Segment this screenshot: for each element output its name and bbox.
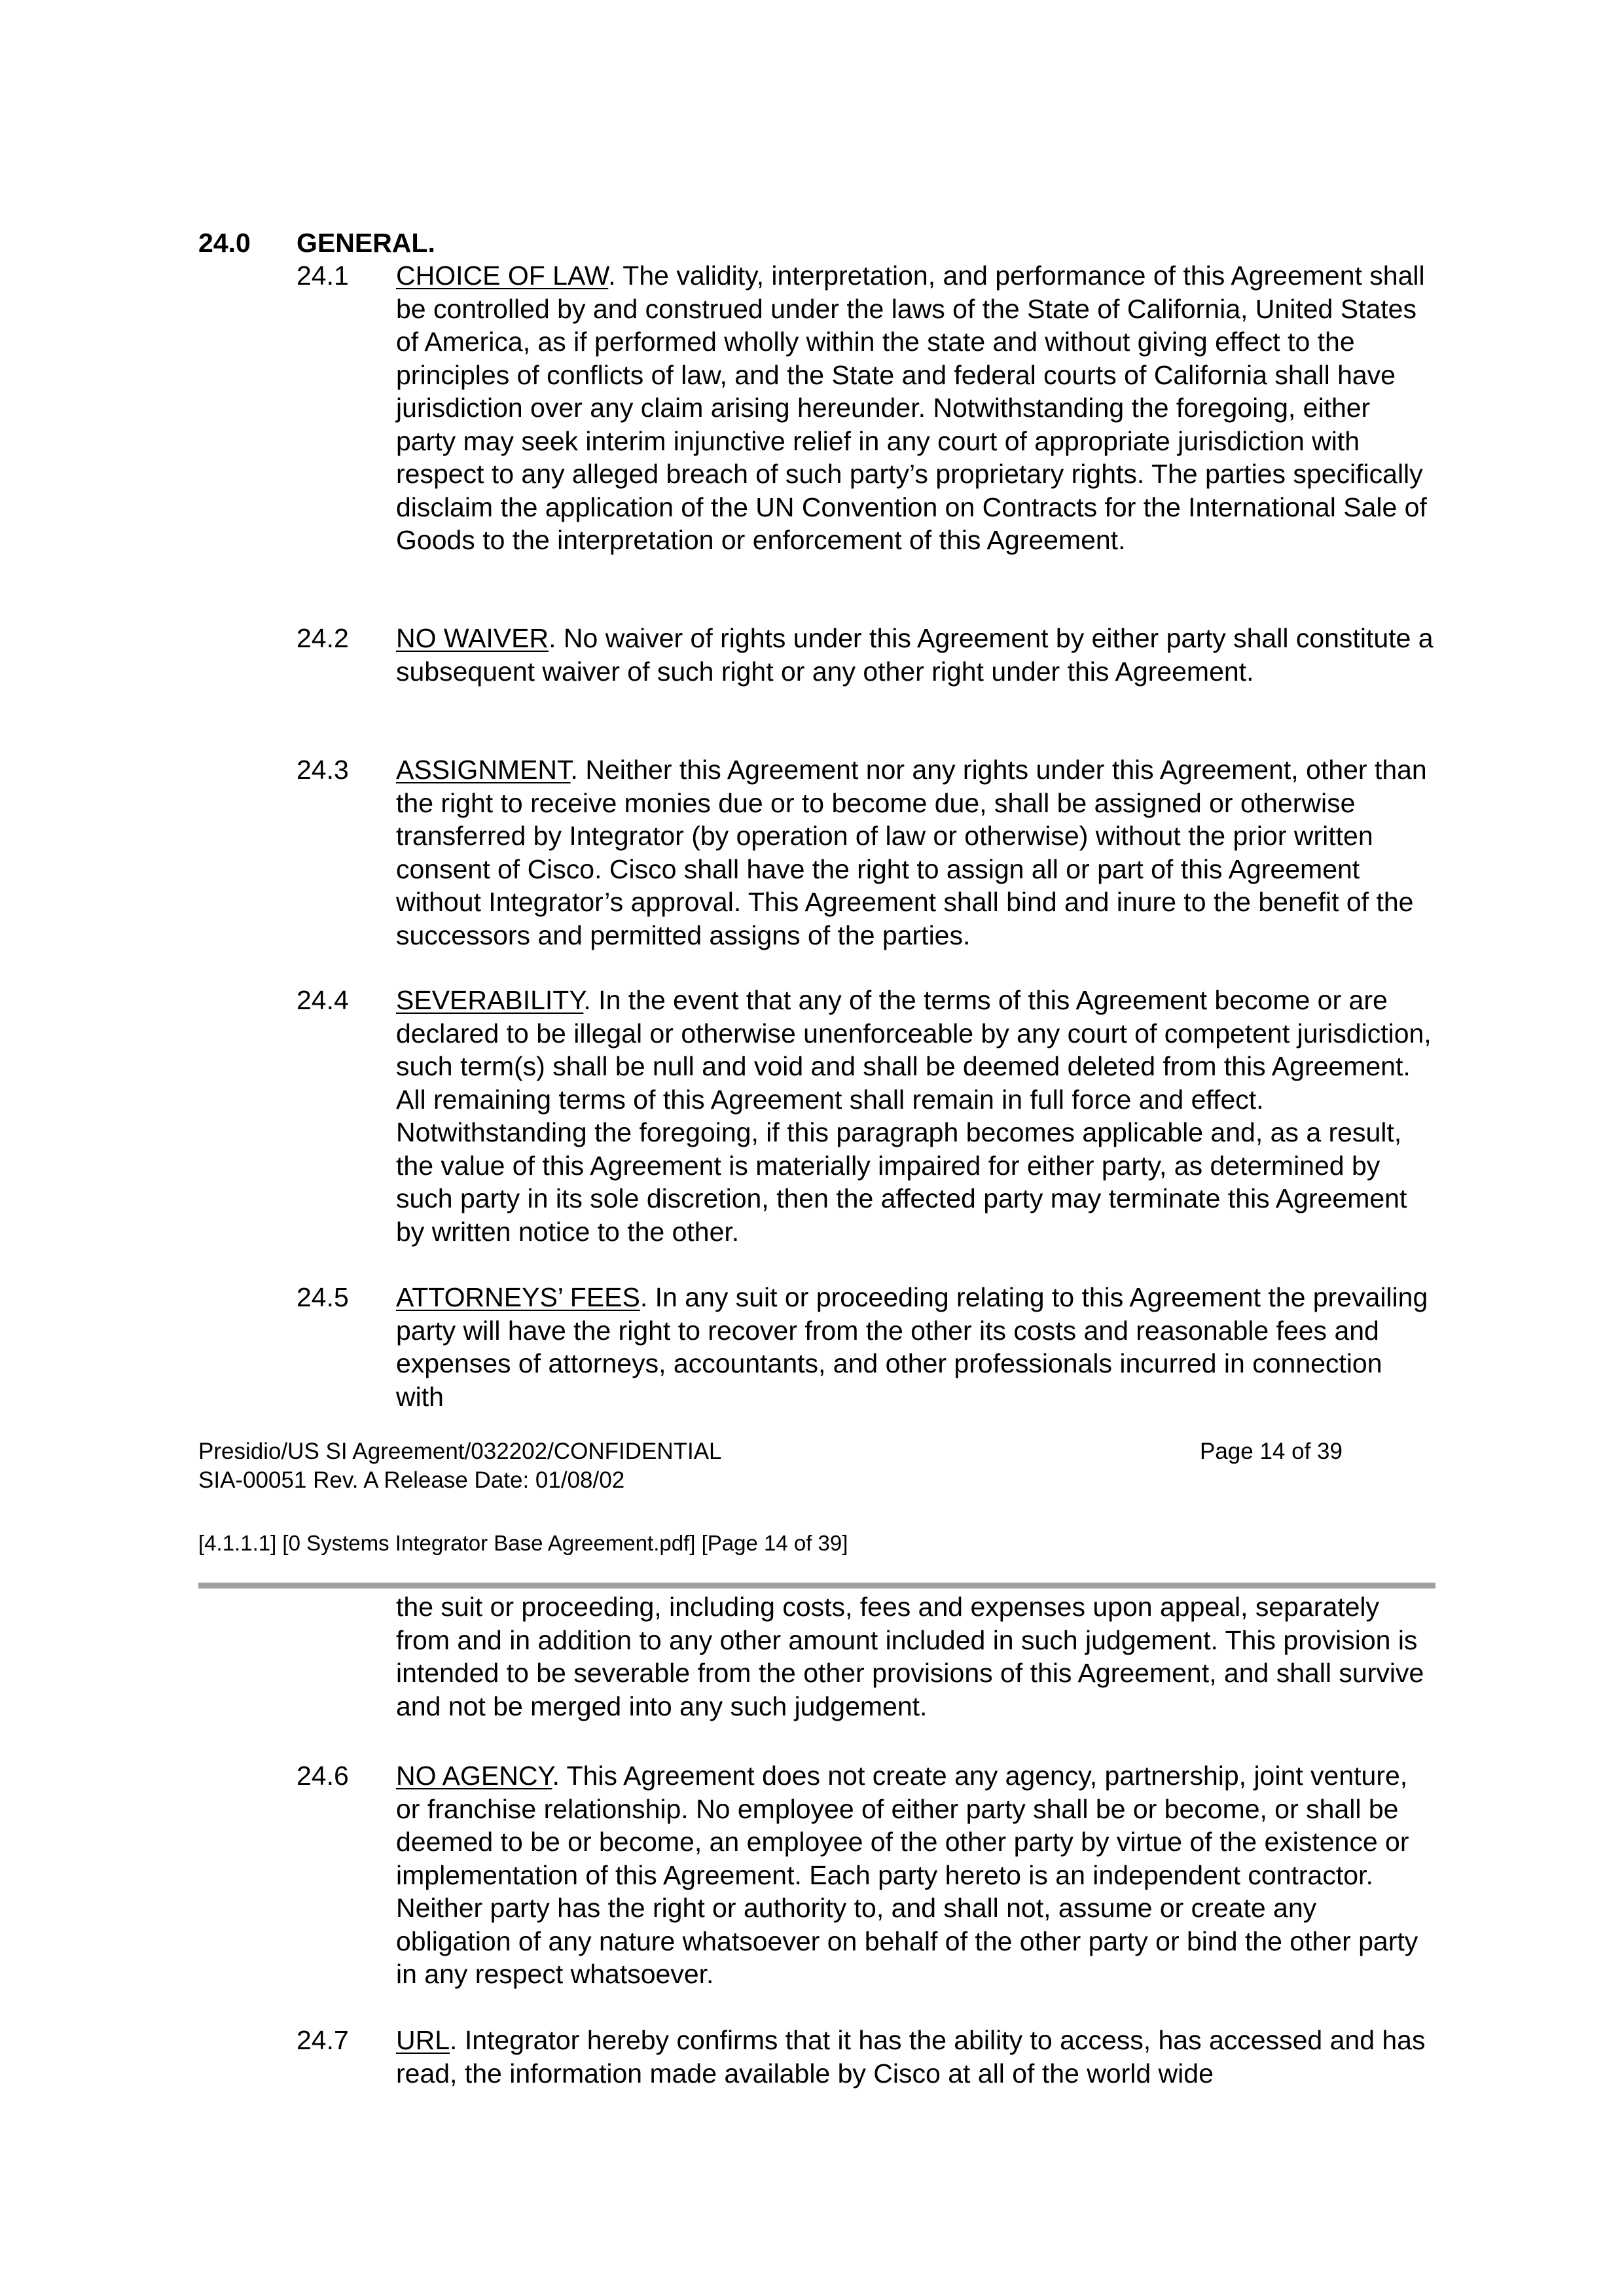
paragraph-number: 24.7 — [297, 2025, 349, 2055]
paragraph-title: SEVERABILITY — [396, 985, 584, 1015]
paragraph-body — [396, 1759, 1437, 1991]
paragraph-number: 24.5 — [297, 1282, 349, 1312]
paragraph-text: . No waiver of rights under this Agreement by either party shall constitute a subsequent waiver of such right or any other right under this Agreement. — [396, 623, 1434, 687]
paragraph-text: . Integrator hereby confirms that it has the ability to access, has accessed and has read, the information made available by Cisco at all of the world wide — [396, 2025, 1426, 2089]
paragraph-body — [396, 1281, 1437, 1413]
paragraph-text: . In the event that any of the terms of this Agreement become or are declared to be illegal or otherwise unenforceable by any court of competent jurisdiction, such term(s) shall be null and void and shall be deemed deleted from this Agreement. All remaining terms of this Agreement shall remain in full force and effect. Notwithstanding the foregoing, if this paragraph becomes applicable and, as a result, the value of this Agreement is materially impaired for either party, as determined by such party in its sole discretion, then the affected party may terminate this Agreement by written notice to the other. — [396, 985, 1432, 1247]
paragraph-title: ASSIGNMENT — [396, 755, 571, 785]
paragraph-number: 24.4 — [297, 985, 349, 1015]
paragraph-text: . This Agreement does not create any agency, partnership, joint venture, or franchise relationship. No employee of either party shall be or become, or shall be deemed to be or become, an employee of the other party by virtue of the existence or implementation of this Agreement. Each party hereto is an independent contractor. Neither party has the right or authority to, and shall not, assume or create any obligation of any nature whatsoever on behalf of the other party or bind the other party in any respect whatsoever. — [396, 1761, 1418, 1989]
paragraph-text: . The validity, interpretation, and performance of this Agreement shall be controlled by and construed under the laws of the State of California, United States of America, as if performed wholly within the state and without giving effect to the principles of conflicts of law, and the State and federal courts of California shall have jurisdiction over any claim arising hereunder. Notwithstanding the foregoing, either party may seek interim injunctive relief in any court of appropriate jurisdiction with respect to any alleged breach of such party’s proprietary rights. The parties specifically disclaim the application of the UN Convention on Contracts for the International Sale of Goods to the interpretation or enforcement of this Agreement. — [396, 260, 1427, 555]
paragraph-body — [396, 622, 1437, 688]
footer-revision-line: SIA-00051 Rev. A Release Date: 01/08/02 — [198, 1467, 625, 1493]
section-title: GENERAL. — [297, 228, 435, 258]
paragraph-title: ATTORNEYS’ FEES — [396, 1282, 640, 1312]
paragraph-number: 24.1 — [297, 260, 349, 291]
footer-left — [198, 1437, 722, 1495]
source-reference: [4.1.1.1] [0 Systems Integrator Base Agreement.pdf] [Page 14 of 39] — [198, 1531, 848, 1555]
page-divider — [198, 1583, 1435, 1588]
paragraph-number: 24.6 — [297, 1761, 349, 1791]
paragraph-number: 24.2 — [297, 623, 349, 653]
paragraph-text: . Neither this Agreement nor any rights under this Agreement, other than the right to receive monies due or to become due, shall be assigned or otherwise transferred by Integrator (by operation of law or otherwise) without the prior written consent of Cisco. Cisco shall have the right to assign all or part of this Agreement without Integrator’s approval. This Agreement shall bind and inure to the benefit of the successors and permitted assigns of the parties. — [396, 755, 1427, 950]
paragraph-title: NO AGENCY — [396, 1761, 552, 1791]
section-number: 24.0 — [198, 228, 251, 258]
paragraph-title: URL — [396, 2025, 450, 2055]
section-heading — [198, 226, 435, 259]
footer-page-number: Page 14 of 39 — [1200, 1439, 1343, 1464]
paragraph-title: NO WAIVER — [396, 623, 549, 653]
paragraph-title: CHOICE OF LAW — [396, 260, 609, 291]
paragraph-body — [396, 984, 1437, 1248]
paragraph-number: 24.3 — [297, 755, 349, 785]
paragraph-body — [396, 753, 1437, 952]
continuation-text: the suit or proceeding, including costs, fees and expenses upon appeal, separately from and in addition to any other amount included in such judgement. This provision is intended to be severable from the other provisions of this Agreement, and shall survive and not be merged into any such judgement. — [396, 1592, 1424, 1721]
paragraph-body — [396, 259, 1437, 557]
paragraph-text: . In any suit or proceeding relating to this Agreement the prevailing party will have the right to recover from the other its costs and reasonable fees and expenses of attorneys, accountants, and other professionals incurred in connection with — [396, 1282, 1428, 1412]
paragraph-body — [396, 2024, 1437, 2090]
footer-agreement-line: Presidio/US SI Agreement/032202/CONFIDENTIAL — [198, 1439, 722, 1464]
